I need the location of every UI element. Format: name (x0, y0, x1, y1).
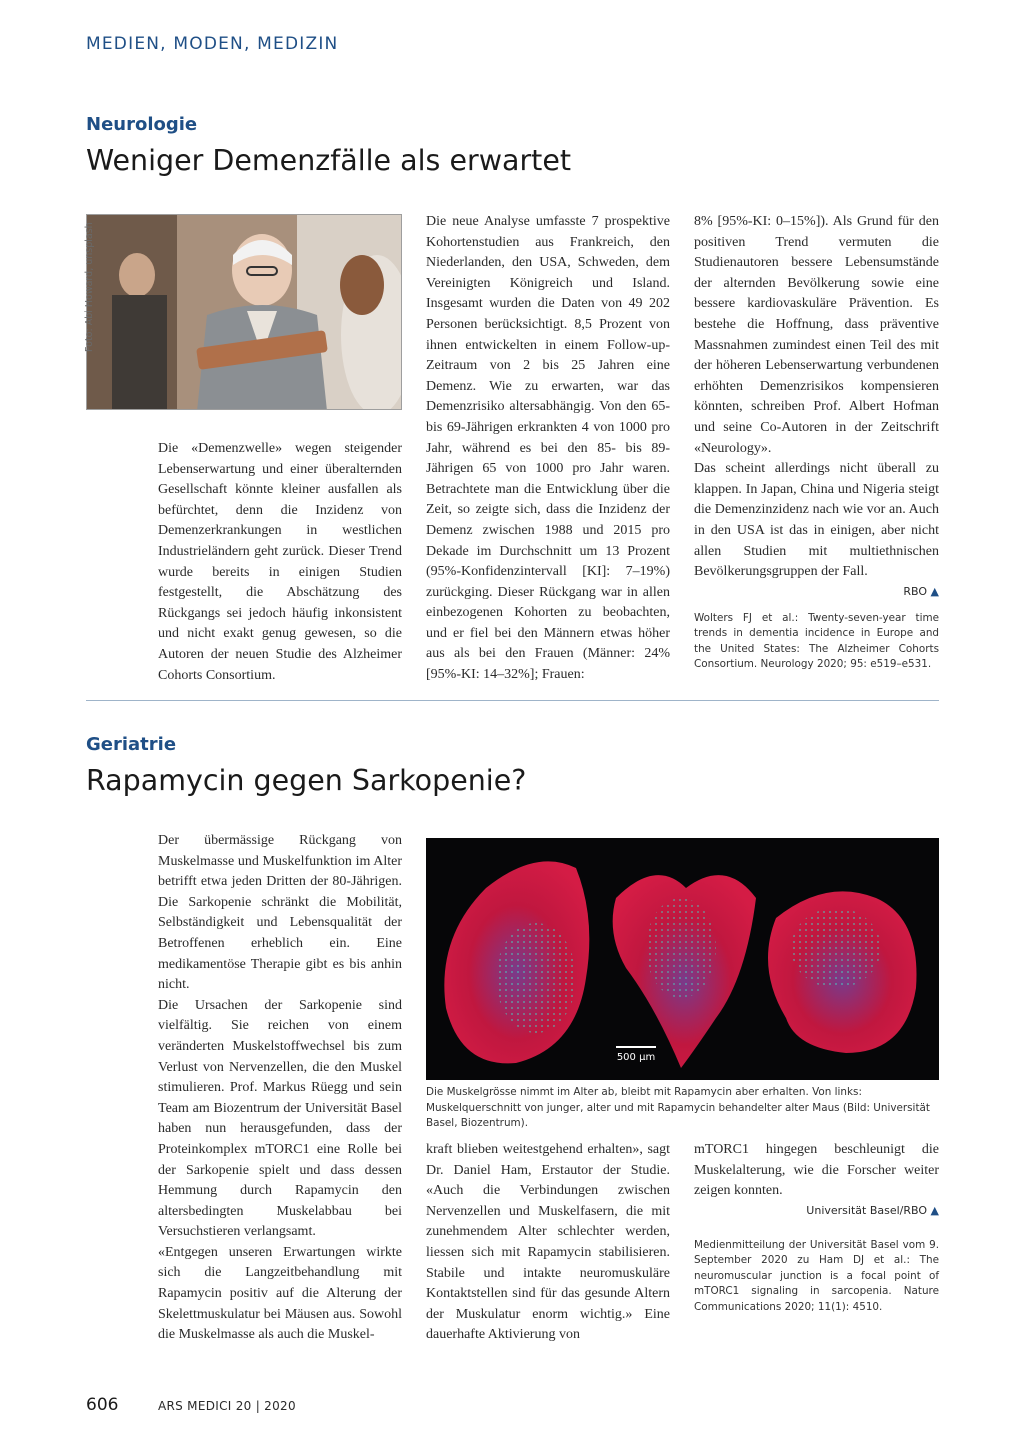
article2-paragraph: Der übermässige Rückgang von Muskelmasse und Muskelfunktion im Alter betrifft etwa jeden Dritten der 80-Jährigen. Die Sarkopenie schränkt die Mobilität, Selbständigkeit und Lebensqualität der Betroffenen erheblich ein. Eine medikamentöse Therapie gibt es bis anhin nicht. (158, 833, 402, 993)
article2-paragraph: kraft blieben weitestgehend erhalten», sagt Dr. Daniel Ham, Erstautor der Studie. «Auch die Verbindungen zwischen Nervenzellen und Muskelfasern, die mit zunehmendem Alter schlechter werden, liessen sich mit Rapamycin stabilisieren. Stabile und intakte neuromuskuläre Kontaktstellen sind für das gesunde Altern der Muskulatur enorm wichtig.» Eine dauerhafte Aktivierung von (426, 1142, 670, 1343)
article2-title: Rapamycin gegen Sarkopenie? (86, 764, 527, 797)
article2-column3 (694, 1140, 939, 1315)
triangle-icon: ▲ (930, 584, 939, 598)
article2-paragraph: Die Ursachen der Sarkopenie sind vielfältig. Sie reichen von einem veränderten Muskelstoffwechsel bis zum Verlust von Nervenzellen, die den Muskel stimulieren. Prof. Markus Rüegg und sein Team am Biozentrum der Universität Basel haben nun herausgefunden, dass der Proteinkomplex mTORC1 eine Rolle bei der Sarkopenie spielt und dass dessen Hemmung durch Rapamycin den altersbedingten Muskelabbau bei Versuchstieren verlangsamt. (158, 997, 402, 1240)
section-header: MEDIEN, MODEN, MEDIZIN (86, 34, 339, 54)
journal-issue: ARS MEDICI 20 | 2020 (158, 1399, 296, 1413)
article2-signature (694, 1202, 939, 1220)
image-caption: Die Muskelgrösse nimmt im Alter ab, bleibt mit Rapamycin aber erhalten. Von links: Muskelquerschnitt von junger, alter und mit Rapamycin behandelter alter Maus (Bild: Universität Basel, Biozentrum). (426, 1086, 930, 1129)
article2-column2 (426, 1140, 670, 1346)
article2-column1 (158, 831, 402, 1346)
article2-kicker: Geriatrie (86, 734, 177, 755)
microscopy-figure (426, 838, 939, 1080)
article2-reference: Medienmitteilung der Universität Basel vom 9. September 2020 zu Ham DJ et al.: The neuromuscular junction is a focal point of mTORC1 signaling in sarcopenia. Nature Communications 2020; 11(1): 4510. (694, 1238, 939, 1313)
scale-bar-label: 500 µm (616, 1052, 656, 1063)
article1-paragraph: Das scheint allerdings nicht überall zu klappen. In Japan, China und Nigeria steigt die Demenzinzidenz nach wie vor an. Auch in den USA ist das in einigen, aber nicht allen Studien mit multiethnischen Bevölkerungsgruppen der Fall. (694, 461, 939, 580)
article1-photo (86, 214, 402, 410)
author-initials: RBO (903, 584, 928, 598)
article1-kicker: Neurologie (86, 114, 198, 135)
article1-title: Weniger Demenzfälle als erwartet (86, 144, 572, 177)
article1-reference: Wolters FJ et al.: Twenty-seven-year time trends in dementia incidence in Europe and the United States: The Alzheimer Cohorts Consortium. Neurology 2020; 95: e519–e531. (694, 611, 939, 671)
article1-paragraph: 8% [95%-KI: 0–15%]). Als Grund für den positiven Trend vermuten die Studienautoren bessere Lebensumstände der alternden Bevölkerung sowie eine bessere kardiovaskuläre Prävention. Es bestehe die Hoffnung, dass präventive Massnahmen zumindest einen Teil des mit der höheren Lebenserwartung verbundenen erhöhten Demenzrisikos kompensieren könnten, schreiben Prof. Albert Hofman und seine Co-Autoren in der Zeitschrift «Neurology». (694, 214, 939, 456)
article1-paragraph: Die «Demenzwelle» wegen steigender Lebenserwartung und einer überalternden Gesellschaft könnte kleiner ausfallen als befürchtet, denn die Inzidenz von Demenzerkrankungen in westlichen Industrieländern geht zurück. Dieser Trend wurde bereits in einigen Studien festgestellt, die Abschätzung des Rückgangs sei jedoch häufig inkonsistent und nicht exakt genug gewesen, so die Autoren der neuen Studie des Alzheimer Cohorts Consortium. (158, 441, 402, 683)
article2-paragraph: «Entgegen unseren Erwartungen wirkte sich die Langzeitbehandlung mit Rapamycin positiv auf die Alterung der Skelettmuskulatur bei Mäusen aus. Sowohl die Muskelmasse als auch die Muskel- (158, 1244, 402, 1343)
source-label: Universität Basel/RBO (806, 1203, 928, 1217)
elderly-man-photo (87, 215, 402, 410)
photo-credit: Foto: Abi Howard, unsplash (84, 222, 95, 352)
article1-paragraph: Die neue Analyse umfasste 7 prospektive Kohortenstudien aus Frankreich, den Niederlanden, den USA, Schweden, dem Vereinigten Königreich und Island. Insgesamt wurden die Daten von 49 202 Personen berücksichtigt. 8,5 Prozent von ihnen entwickelten in einem Follow-up-Zeitraum von 2 bis 25 Jahren eine Demenz. Wie zu erwarten, war das Demenzrisiko altersabhängig. Von den 65- bis 69-Jährigen erkrankten 4 von 1000 pro Jahr, während es bei den 85- bis 89-Jährigen 65 von 1000 pro Jahr waren. Betrachtete man die Entwicklung über die Zeit, so zeigte sich, dass die Inzidenz der Demenz zwischen 1988 und 2015 pro Dekade im Durchschnitt um 13 Prozent (95%-Konfidenzintervall [KI]: 7–19%) zurückging. Dieser Rückgang war in allen einbezogenen Kohorten zu beobachten, und er fiel bei den Männern etwas höher aus als bei den Frauen (Männer: 24% [95%-KI: 14–32%]; Frauen: (426, 214, 670, 683)
muscle-cross-section-image (426, 838, 939, 1080)
article1-signature (694, 583, 939, 601)
article1-column1 (158, 439, 402, 686)
section-divider (86, 700, 939, 701)
triangle-icon: ▲ (930, 1203, 939, 1217)
article1-column3 (694, 212, 939, 673)
page-number: 606 (86, 1395, 119, 1415)
article1-column2 (426, 212, 670, 686)
article2-paragraph: mTORC1 hingegen beschleunigt die Muskelalterung, wie die Forscher weiter zeigen konnten. (694, 1142, 939, 1199)
